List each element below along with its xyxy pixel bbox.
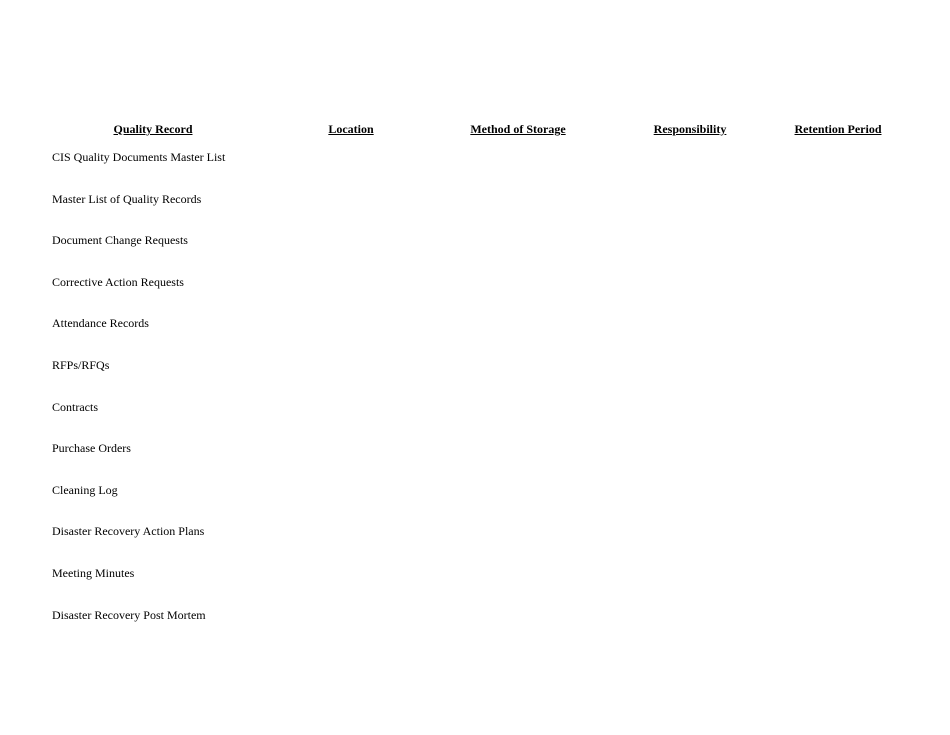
table-header-row — [0, 122, 950, 138]
record-item: Corrective Action Requests — [52, 274, 184, 289]
header-quality-record: Quality Record — [113, 122, 193, 136]
record-item: CIS Quality Documents Master List — [52, 150, 226, 164]
header-method-of-storage: Method of Storage — [470, 122, 566, 136]
header-location: Location — [328, 122, 374, 136]
record-item: Attendance Records — [52, 316, 149, 331]
header-responsibility: Responsibility — [653, 122, 727, 136]
record-item: RFPs/RFQs — [52, 357, 110, 372]
record-item: Contracts — [52, 399, 98, 414]
header-retention-period: Retention Period — [794, 122, 882, 136]
record-item: Purchase Orders — [52, 441, 131, 456]
record-item: Disaster Recovery Post Mortem — [52, 607, 206, 622]
quality-record-list — [52, 150, 225, 649]
record-item: Meeting Minutes — [52, 565, 135, 580]
record-item: Document Change Requests — [52, 233, 188, 248]
record-item: Master List of Quality Records — [52, 191, 202, 206]
record-item: Disaster Recovery Action Plans — [52, 524, 205, 539]
record-item: Cleaning Log — [52, 482, 118, 497]
